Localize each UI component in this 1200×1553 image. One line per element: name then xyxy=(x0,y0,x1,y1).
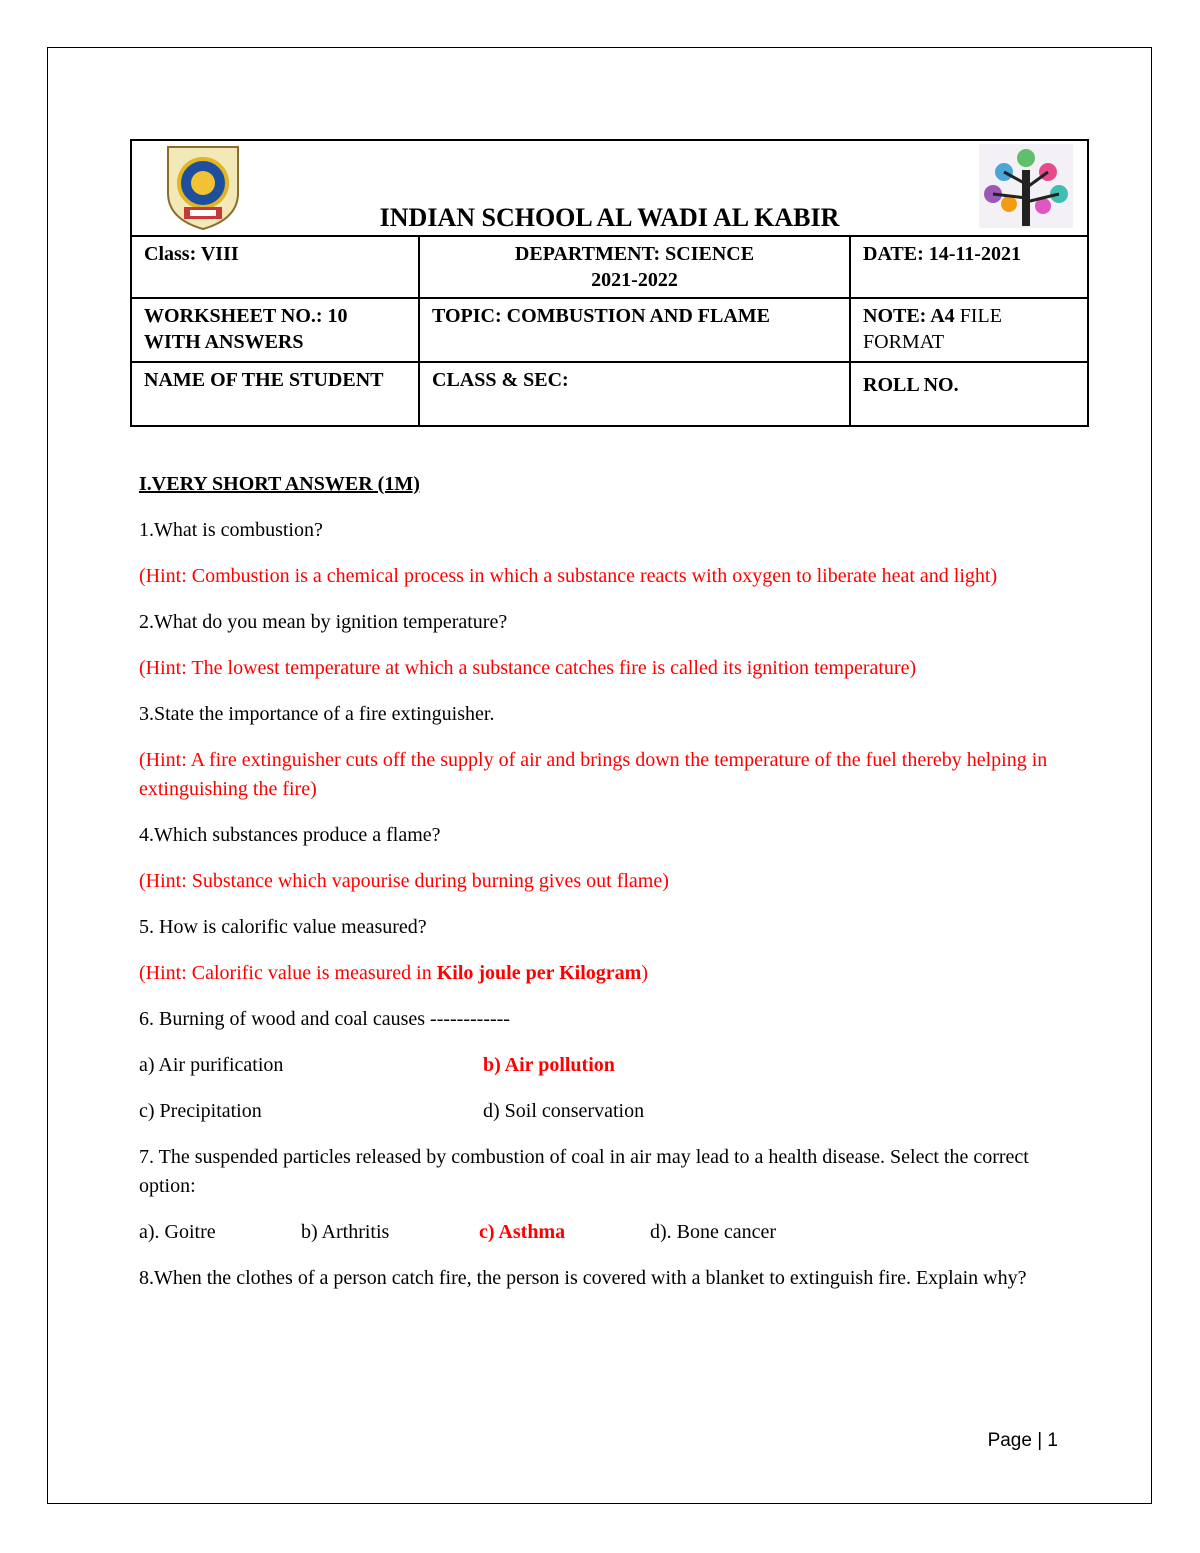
q7-option-a: a). Goitre xyxy=(139,1221,216,1243)
question-6-options-row-2 xyxy=(139,1097,1069,1126)
question-7-options xyxy=(139,1218,1069,1247)
topic-cell xyxy=(419,298,850,362)
topic-label: TOPIC: COMBUSTION AND FLAME xyxy=(432,305,770,327)
page-number: Page | 1 xyxy=(987,1430,1058,1451)
date-cell xyxy=(850,236,1088,298)
hint-4: (Hint: Substance which vapourise during burning gives out flame) xyxy=(139,870,669,892)
class-label: Class: VIII xyxy=(144,243,239,265)
question-1: 1.What is combustion? xyxy=(139,519,323,541)
header-logo-row xyxy=(131,140,1088,236)
note-suffix: FILE FORMAT xyxy=(863,305,1002,353)
hint-1: (Hint: Combustion is a chemical process in which a substance reacts with oxygen to liberate heat and light) xyxy=(139,565,998,587)
hint-5-answer: Kilo joule per Kilogram xyxy=(436,962,642,984)
hint-2: (Hint: The lowest temperature at which a substance catches fire is called its ignition temperature) xyxy=(139,657,917,679)
question-8: 8.When the clothes of a person catch fire, the person is covered with a blanket to extinguish fire. Explain why? xyxy=(139,1267,1027,1289)
q6-option-c: c) Precipitation xyxy=(139,1100,262,1122)
department-cell xyxy=(419,236,850,298)
q6-option-b: b) Air pollution xyxy=(483,1054,615,1076)
knowledge-tree-icon xyxy=(979,144,1073,228)
note-prefix: NOTE: A4 xyxy=(863,305,960,327)
worksheet-content xyxy=(139,470,1069,1310)
q6-option-d: d) Soil conservation xyxy=(483,1100,645,1122)
department-label: DEPARTMENT: SCIENCE xyxy=(514,243,755,265)
hint-5-prefix: (Hint: Calorific value is measured in xyxy=(139,962,437,984)
question-5: 5. How is calorific value measured? xyxy=(139,916,427,938)
roll-no-cell xyxy=(850,362,1088,426)
question-2: 2.What do you mean by ignition temperature? xyxy=(139,611,508,633)
hint-5-suffix: ) xyxy=(641,962,648,984)
q7-option-d: d). Bone cancer xyxy=(650,1221,777,1243)
question-6-options-row-1 xyxy=(139,1051,1069,1080)
section-title: I.VERY SHORT ANSWER (1M) xyxy=(139,473,420,495)
roll-no-label: ROLL NO. xyxy=(863,374,959,396)
q7-option-b: b) Arthritis xyxy=(301,1221,390,1243)
student-name-cell xyxy=(131,362,419,426)
q7-option-c: c) Asthma xyxy=(479,1221,566,1243)
header-table xyxy=(130,139,1089,427)
class-sec-label: CLASS & SEC: xyxy=(432,369,569,391)
question-3: 3.State the importance of a fire extinguisher. xyxy=(139,703,495,725)
q6-option-a: a) Air purification xyxy=(139,1054,284,1076)
question-6: 6. Burning of wood and coal causes ------------ xyxy=(139,1008,510,1030)
school-name: INDIAN SCHOOL AL WADI AL KABIR xyxy=(379,203,840,232)
question-4: 4.Which substances produce a flame? xyxy=(139,824,441,846)
hint-5 xyxy=(139,959,1069,988)
worksheet-label: WORKSHEET NO.: 10 WITH ANSWERS xyxy=(144,305,348,353)
class-cell xyxy=(131,236,419,298)
session-label: 2021-2022 xyxy=(591,269,678,291)
class-sec-cell xyxy=(419,362,850,426)
date-label: DATE: 14-11-2021 xyxy=(863,243,1021,265)
question-7: 7. The suspended particles released by combustion of coal in air may lead to a health disease. Select the correct option: xyxy=(139,1146,1029,1197)
student-name-label: NAME OF THE STUDENT xyxy=(144,369,384,391)
hint-3: (Hint: A fire extinguisher cuts off the supply of air and brings down the temperature of the fuel thereby helping in extinguishing the fire) xyxy=(139,749,1048,800)
worksheet-cell xyxy=(131,298,419,362)
note-cell xyxy=(850,298,1088,362)
